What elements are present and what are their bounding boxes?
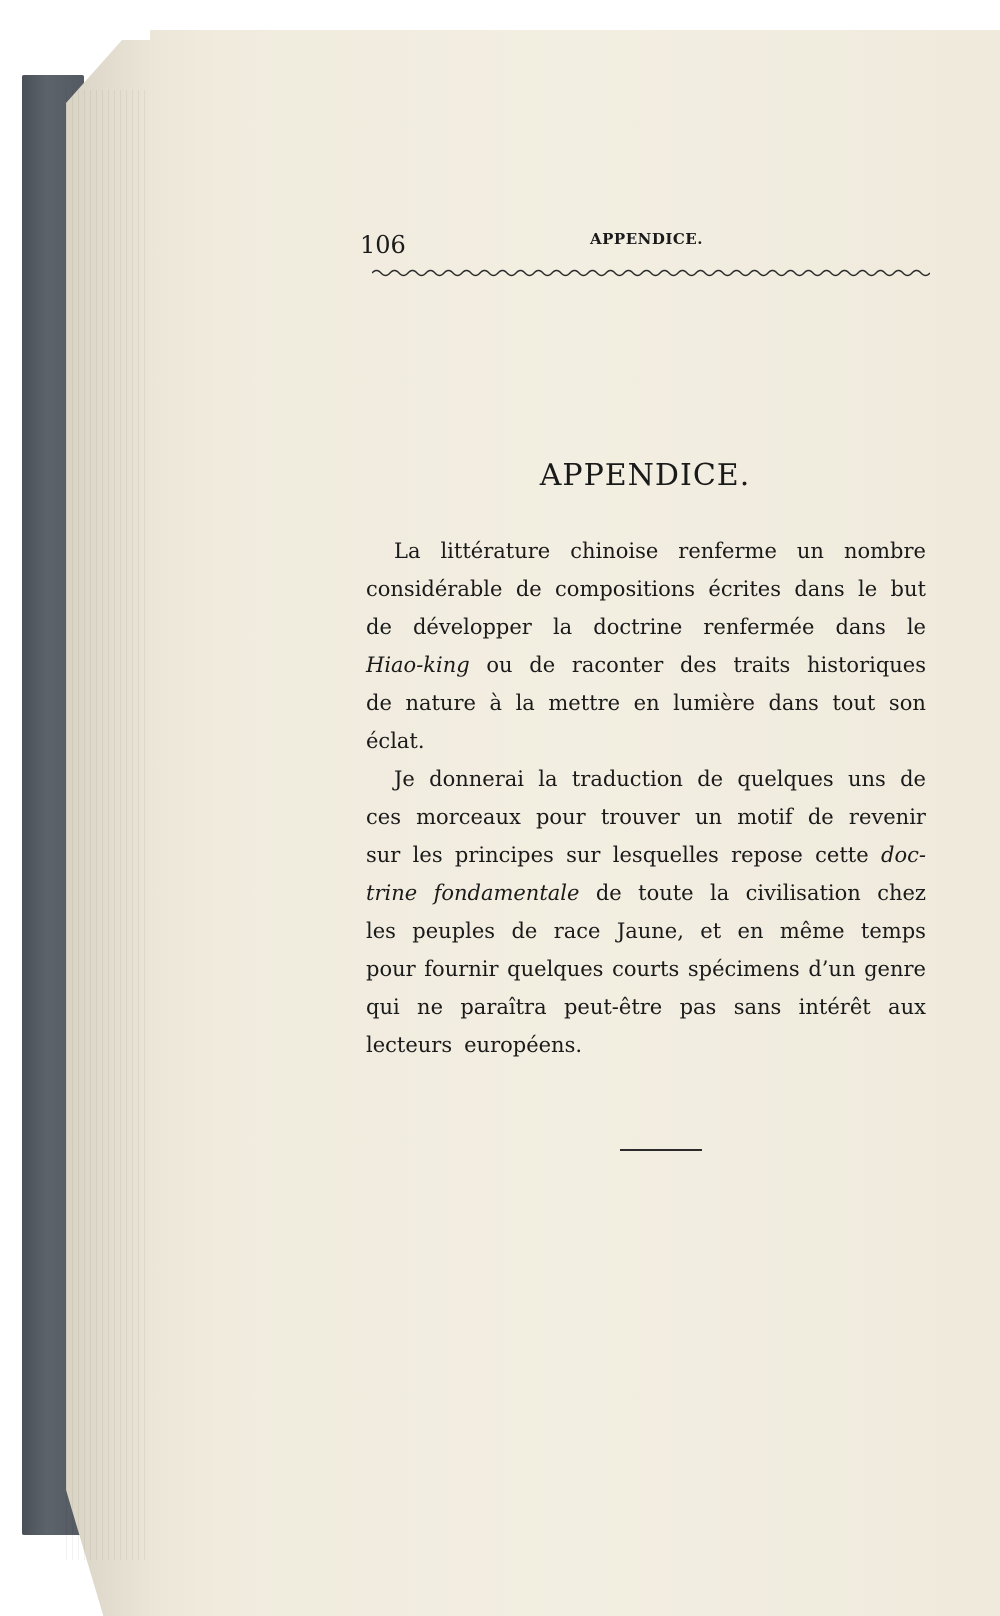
word: les — [412, 843, 443, 867]
word: La — [394, 539, 421, 563]
word: civilisation — [745, 881, 861, 905]
word: tout — [832, 691, 876, 715]
word: pour — [366, 957, 416, 981]
word: trouver — [600, 805, 680, 829]
italic-phrase: fondamentale — [433, 881, 580, 905]
word: à — [489, 691, 503, 715]
word: temps — [860, 919, 926, 943]
word: de — [900, 767, 926, 791]
running-head — [360, 225, 930, 265]
word: toute — [638, 881, 694, 905]
word: de — [511, 919, 538, 943]
word: de — [697, 767, 724, 791]
word: lumière — [673, 691, 755, 715]
word: la — [515, 691, 535, 715]
word: doctrine — [593, 615, 683, 639]
word: quelques — [737, 767, 834, 791]
word: son — [888, 691, 926, 715]
section-heading: APPENDICE. — [539, 458, 751, 493]
wavy-rule — [372, 266, 930, 280]
text-line — [366, 570, 926, 608]
text-line — [366, 684, 926, 722]
word: dans — [835, 615, 886, 639]
word: genre — [864, 957, 926, 981]
word: quelques — [507, 957, 604, 981]
word: revenir — [848, 805, 926, 829]
page-number: 106 — [360, 231, 406, 259]
word: historiques — [806, 653, 926, 677]
text-line — [366, 1026, 926, 1064]
word: considérable — [366, 577, 503, 601]
word: fournir — [424, 957, 499, 981]
word: le — [857, 577, 878, 601]
word: mettre — [548, 691, 621, 715]
word: un — [694, 805, 723, 829]
word: la — [538, 767, 558, 791]
text-line — [366, 874, 926, 912]
word: la — [552, 615, 573, 639]
word: le — [906, 615, 926, 639]
text-line — [366, 950, 926, 988]
word: d’un — [808, 957, 856, 981]
word: courts — [612, 957, 680, 981]
word: morceaux — [416, 805, 521, 829]
text-line — [366, 760, 926, 798]
word: pas — [679, 995, 717, 1019]
word: de — [366, 615, 392, 639]
word: sur — [566, 843, 601, 867]
word: sans — [733, 995, 782, 1019]
word: lecteurs — [366, 1033, 453, 1057]
word: renfermée — [703, 615, 815, 639]
text-line — [366, 646, 926, 684]
word: compositions — [555, 577, 696, 601]
word: spécimens — [687, 957, 800, 981]
italic-phrase: trine — [366, 881, 418, 905]
text-line — [366, 532, 926, 570]
word: cette — [815, 843, 869, 867]
word: lesquelles — [612, 843, 719, 867]
word: raconter — [571, 653, 664, 677]
text-line — [366, 608, 926, 646]
word: de — [529, 653, 556, 677]
word: de — [807, 805, 834, 829]
word: en — [633, 691, 660, 715]
word: ces — [366, 805, 401, 829]
end-rule — [620, 1149, 702, 1151]
word: chinoise — [570, 539, 659, 563]
word: un — [796, 539, 824, 563]
italic-phrase: doc- — [881, 843, 926, 867]
word: peut-être — [563, 995, 663, 1019]
word: dans — [794, 577, 845, 601]
word: littérature — [440, 539, 551, 563]
text-line — [366, 836, 926, 874]
word: et — [700, 919, 722, 943]
word: race — [553, 919, 601, 943]
word: la — [710, 881, 730, 905]
text-line — [366, 798, 926, 836]
word: les — [366, 919, 396, 943]
running-title: APPENDICE. — [590, 230, 703, 248]
word: dans — [768, 691, 819, 715]
word: intérêt — [798, 995, 871, 1019]
word: sur — [366, 843, 401, 867]
word: paraîtra — [460, 995, 547, 1019]
word: Je — [394, 767, 415, 791]
word: en — [737, 919, 764, 943]
word: aux — [888, 995, 926, 1019]
word: ne — [417, 995, 443, 1019]
word: uns — [847, 767, 886, 791]
body-text — [366, 532, 926, 1064]
word: ou — [486, 653, 513, 677]
word: éclat. — [366, 729, 425, 753]
text-line — [366, 912, 926, 950]
word: Jaune, — [616, 919, 684, 943]
word: écrites — [708, 577, 781, 601]
word: motif — [737, 805, 793, 829]
italic-title: Hiao-king — [366, 653, 470, 677]
word: repose — [731, 843, 803, 867]
word: européens. — [464, 1033, 583, 1057]
text-line — [366, 988, 926, 1026]
word: but — [890, 577, 926, 601]
word: de — [595, 881, 622, 905]
word: traits — [733, 653, 791, 677]
page-edges — [66, 90, 156, 1560]
word: des — [679, 653, 717, 677]
word: chez — [877, 881, 926, 905]
word: qui — [366, 995, 400, 1019]
word: nature — [405, 691, 476, 715]
word: nombre — [843, 539, 926, 563]
text-line — [366, 722, 926, 760]
word: traduction — [571, 767, 683, 791]
word: principes — [454, 843, 554, 867]
word: peuples — [412, 919, 496, 943]
word: donnerai — [429, 767, 524, 791]
word: renferme — [678, 539, 777, 563]
word: de — [515, 577, 542, 601]
word: de — [366, 691, 392, 715]
word: pour — [535, 805, 586, 829]
word: développer — [412, 615, 532, 639]
word: même — [779, 919, 845, 943]
